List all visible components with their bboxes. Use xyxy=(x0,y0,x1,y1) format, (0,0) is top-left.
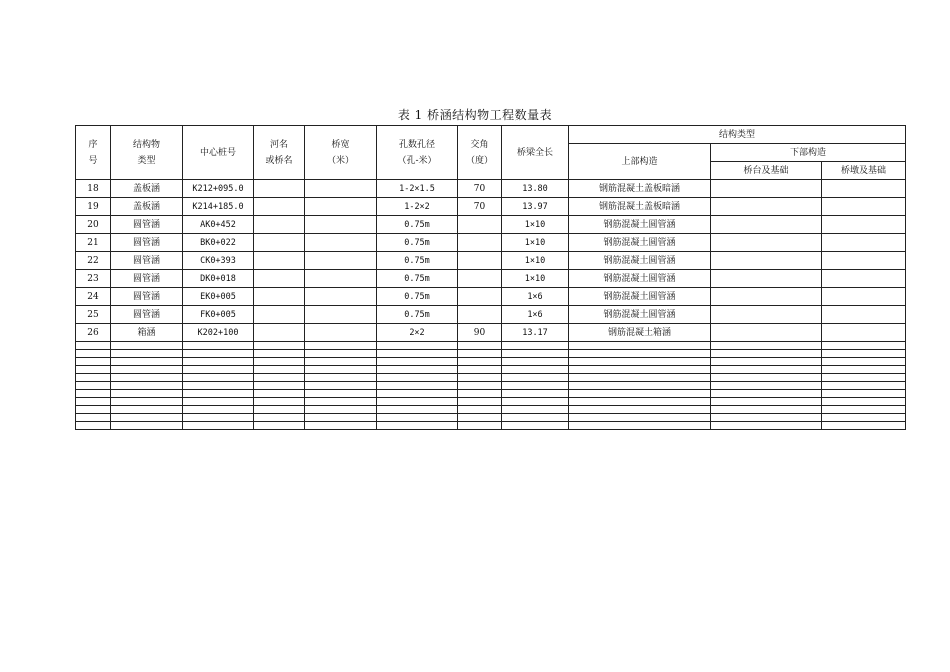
blank-cell xyxy=(569,374,711,382)
cell-length: 13.97 xyxy=(502,198,569,216)
blank-cell xyxy=(305,398,377,406)
blank-cell xyxy=(569,406,711,414)
header-pier: 桥墩及基础 xyxy=(822,162,906,180)
blank-cell xyxy=(305,358,377,366)
cell-river xyxy=(254,198,305,216)
blank-cell xyxy=(111,406,183,414)
blank-cell xyxy=(377,358,458,366)
blank-cell xyxy=(822,342,906,350)
blank-cell xyxy=(111,390,183,398)
blank-cell xyxy=(502,374,569,382)
blank-cell xyxy=(502,398,569,406)
blank-row xyxy=(76,406,906,414)
blank-cell xyxy=(377,342,458,350)
table-row xyxy=(76,180,906,198)
table-header xyxy=(76,126,906,180)
cell-seq: 22 xyxy=(76,252,111,270)
blank-cell xyxy=(711,422,822,430)
cell-abutment xyxy=(711,324,822,342)
header-station: 中心桩号 xyxy=(183,126,254,180)
blank-cell xyxy=(569,398,711,406)
blank-cell xyxy=(305,374,377,382)
blank-cell xyxy=(254,342,305,350)
blank-row xyxy=(76,398,906,406)
blank-cell xyxy=(183,406,254,414)
cell-seq: 18 xyxy=(76,180,111,198)
blank-cell xyxy=(183,422,254,430)
cell-angle: 90 xyxy=(458,324,502,342)
blank-cell xyxy=(183,398,254,406)
blank-cell xyxy=(305,342,377,350)
blank-cell xyxy=(254,414,305,422)
blank-cell xyxy=(569,342,711,350)
blank-cell xyxy=(183,358,254,366)
header-span-line2: （孔-米） xyxy=(397,155,437,166)
cell-river xyxy=(254,270,305,288)
cell-super: 钢筋混凝土盖板暗涵 xyxy=(569,198,711,216)
blank-cell xyxy=(569,414,711,422)
blank-cell xyxy=(111,350,183,358)
cell-super: 钢筋混凝土圆管涵 xyxy=(569,288,711,306)
cell-length: 13.17 xyxy=(502,324,569,342)
cell-seq: 24 xyxy=(76,288,111,306)
blank-cell xyxy=(254,374,305,382)
blank-cell xyxy=(502,366,569,374)
blank-cell xyxy=(254,422,305,430)
header-superstructure: 上部构造 xyxy=(569,144,711,180)
cell-abutment xyxy=(711,180,822,198)
table-row xyxy=(76,306,906,324)
blank-cell xyxy=(377,390,458,398)
header-seq xyxy=(76,126,111,180)
blank-cell xyxy=(711,342,822,350)
blank-cell xyxy=(254,350,305,358)
blank-cell xyxy=(183,366,254,374)
cell-type: 圆管涵 xyxy=(111,288,183,306)
blank-cell xyxy=(76,350,111,358)
cell-angle: 70 xyxy=(458,198,502,216)
table-row xyxy=(76,324,906,342)
blank-cell xyxy=(305,406,377,414)
table-row xyxy=(76,288,906,306)
blank-cell xyxy=(377,414,458,422)
cell-seq: 21 xyxy=(76,234,111,252)
cell-abutment xyxy=(711,216,822,234)
blank-cell xyxy=(822,350,906,358)
blank-cell xyxy=(305,350,377,358)
cell-pier xyxy=(822,306,906,324)
cell-abutment xyxy=(711,252,822,270)
blank-cell xyxy=(569,366,711,374)
cell-angle xyxy=(458,252,502,270)
blank-row xyxy=(76,342,906,350)
cell-station: K202+100 xyxy=(183,324,254,342)
cell-angle xyxy=(458,288,502,306)
cell-type: 圆管涵 xyxy=(111,270,183,288)
cell-station: AK0+452 xyxy=(183,216,254,234)
cell-station: CK0+393 xyxy=(183,252,254,270)
blank-cell xyxy=(569,382,711,390)
cell-span: 1-2×2 xyxy=(377,198,458,216)
cell-pier xyxy=(822,288,906,306)
cell-span: 0.75m xyxy=(377,270,458,288)
blank-row xyxy=(76,382,906,390)
blank-cell xyxy=(183,374,254,382)
blank-cell xyxy=(76,398,111,406)
blank-cell xyxy=(305,422,377,430)
blank-cell xyxy=(822,366,906,374)
blank-cell xyxy=(711,398,822,406)
blank-cell xyxy=(458,350,502,358)
cell-super: 钢筋混凝土圆管涵 xyxy=(569,306,711,324)
cell-super: 钢筋混凝土圆管涵 xyxy=(569,252,711,270)
blank-cell xyxy=(377,350,458,358)
blank-cell xyxy=(569,350,711,358)
cell-type: 圆管涵 xyxy=(111,216,183,234)
blank-cell xyxy=(458,422,502,430)
cell-length: 1×10 xyxy=(502,270,569,288)
cell-pier xyxy=(822,324,906,342)
cell-span: 0.75m xyxy=(377,252,458,270)
blank-cell xyxy=(458,366,502,374)
blank-cell xyxy=(502,390,569,398)
cell-seq: 19 xyxy=(76,198,111,216)
header-river xyxy=(254,126,305,180)
cell-angle xyxy=(458,234,502,252)
cell-super: 钢筋混凝土箱涵 xyxy=(569,324,711,342)
header-type-line2: 类型 xyxy=(137,155,156,166)
blank-cell xyxy=(822,382,906,390)
blank-cell xyxy=(458,414,502,422)
cell-abutment xyxy=(711,288,822,306)
header-width xyxy=(305,126,377,180)
blank-cell xyxy=(502,406,569,414)
cell-length: 1×10 xyxy=(502,234,569,252)
blank-cell xyxy=(711,406,822,414)
cell-type: 箱涵 xyxy=(111,324,183,342)
cell-super: 钢筋混凝土圆管涵 xyxy=(569,270,711,288)
blank-cell xyxy=(711,382,822,390)
cell-width xyxy=(305,270,377,288)
cell-angle: 70 xyxy=(458,180,502,198)
blank-cell xyxy=(305,390,377,398)
blank-cell xyxy=(458,390,502,398)
blank-cell xyxy=(711,374,822,382)
blank-cell xyxy=(76,422,111,430)
blank-cell xyxy=(76,342,111,350)
table-row xyxy=(76,198,906,216)
header-angle xyxy=(458,126,502,180)
blank-cell xyxy=(377,406,458,414)
header-length: 桥梁全长 xyxy=(502,126,569,180)
blank-cell xyxy=(822,374,906,382)
cell-station: EK0+005 xyxy=(183,288,254,306)
cell-river xyxy=(254,288,305,306)
blank-cell xyxy=(111,382,183,390)
cell-station: K214+185.0 xyxy=(183,198,254,216)
blank-cell xyxy=(711,414,822,422)
cell-river xyxy=(254,180,305,198)
blank-cell xyxy=(76,366,111,374)
blank-cell xyxy=(458,374,502,382)
cell-width xyxy=(305,180,377,198)
blank-cell xyxy=(254,406,305,414)
cell-width xyxy=(305,288,377,306)
cell-river xyxy=(254,306,305,324)
header-type-line1: 结构物 xyxy=(132,139,160,150)
blank-cell xyxy=(254,390,305,398)
blank-cell xyxy=(502,342,569,350)
blank-cell xyxy=(458,406,502,414)
cell-seq: 23 xyxy=(76,270,111,288)
blank-cell xyxy=(502,350,569,358)
header-seq-line1: 序 xyxy=(88,139,98,150)
cell-pier xyxy=(822,252,906,270)
blank-cell xyxy=(76,414,111,422)
header-type xyxy=(111,126,183,180)
header-river-line2: 或桥名 xyxy=(265,155,293,166)
cell-abutment xyxy=(711,198,822,216)
table-body xyxy=(76,180,906,430)
blank-cell xyxy=(822,358,906,366)
blank-cell xyxy=(711,350,822,358)
blank-cell xyxy=(822,422,906,430)
cell-length: 1×6 xyxy=(502,288,569,306)
cell-type: 圆管涵 xyxy=(111,252,183,270)
cell-super: 钢筋混凝土圆管涵 xyxy=(569,216,711,234)
cell-span: 2×2 xyxy=(377,324,458,342)
cell-width xyxy=(305,216,377,234)
header-angle-line1: 交角 xyxy=(470,139,489,150)
cell-span: 1-2×1.5 xyxy=(377,180,458,198)
blank-row xyxy=(76,414,906,422)
blank-cell xyxy=(76,358,111,366)
cell-width xyxy=(305,306,377,324)
cell-river xyxy=(254,216,305,234)
table-row xyxy=(76,252,906,270)
blank-cell xyxy=(254,366,305,374)
blank-cell xyxy=(254,398,305,406)
blank-cell xyxy=(711,366,822,374)
blank-cell xyxy=(377,398,458,406)
cell-station: DK0+018 xyxy=(183,270,254,288)
cell-river xyxy=(254,324,305,342)
blank-cell xyxy=(502,414,569,422)
blank-cell xyxy=(458,342,502,350)
blank-cell xyxy=(502,358,569,366)
blank-cell xyxy=(711,358,822,366)
blank-cell xyxy=(183,342,254,350)
cell-width xyxy=(305,252,377,270)
blank-cell xyxy=(458,382,502,390)
cell-pier xyxy=(822,180,906,198)
cell-angle xyxy=(458,216,502,234)
blank-cell xyxy=(569,422,711,430)
blank-cell xyxy=(76,382,111,390)
header-seq-line2: 号 xyxy=(88,155,98,166)
blank-cell xyxy=(377,374,458,382)
cell-pier xyxy=(822,216,906,234)
blank-cell xyxy=(822,406,906,414)
blank-cell xyxy=(377,422,458,430)
cell-width xyxy=(305,234,377,252)
cell-span: 0.75m xyxy=(377,234,458,252)
blank-cell xyxy=(111,414,183,422)
header-river-line1: 河名 xyxy=(269,139,288,150)
cell-seq: 26 xyxy=(76,324,111,342)
cell-length: 1×10 xyxy=(502,252,569,270)
blank-cell xyxy=(183,382,254,390)
table-row xyxy=(76,216,906,234)
blank-cell xyxy=(822,414,906,422)
blank-cell xyxy=(458,398,502,406)
cell-river xyxy=(254,234,305,252)
blank-cell xyxy=(111,366,183,374)
blank-cell xyxy=(305,366,377,374)
blank-cell xyxy=(458,358,502,366)
header-width-line2: （米） xyxy=(326,155,354,166)
cell-span: 0.75m xyxy=(377,288,458,306)
blank-cell xyxy=(305,414,377,422)
cell-station: BK0+022 xyxy=(183,234,254,252)
bridge-culvert-quantity-table xyxy=(75,125,906,430)
header-substructure: 下部构造 xyxy=(711,144,906,162)
blank-cell xyxy=(305,382,377,390)
blank-cell xyxy=(822,398,906,406)
cell-super: 钢筋混凝土圆管涵 xyxy=(569,234,711,252)
table-row xyxy=(76,270,906,288)
blank-cell xyxy=(183,390,254,398)
cell-angle xyxy=(458,306,502,324)
blank-cell xyxy=(711,390,822,398)
header-angle-line2: （度） xyxy=(465,155,493,166)
cell-abutment xyxy=(711,306,822,324)
cell-angle xyxy=(458,270,502,288)
cell-station: FK0+005 xyxy=(183,306,254,324)
blank-cell xyxy=(183,414,254,422)
header-width-line1: 桥宽 xyxy=(331,139,350,150)
blank-row xyxy=(76,366,906,374)
cell-type: 盖板涵 xyxy=(111,180,183,198)
cell-pier xyxy=(822,234,906,252)
cell-seq: 20 xyxy=(76,216,111,234)
cell-super: 钢筋混凝土盖板暗涵 xyxy=(569,180,711,198)
blank-cell xyxy=(76,406,111,414)
blank-cell xyxy=(377,366,458,374)
blank-cell xyxy=(111,358,183,366)
header-abutment: 桥台及基础 xyxy=(711,162,822,180)
blank-row xyxy=(76,350,906,358)
cell-station: K212+095.0 xyxy=(183,180,254,198)
header-span-line1: 孔数孔径 xyxy=(398,139,435,150)
cell-pier xyxy=(822,198,906,216)
cell-type: 圆管涵 xyxy=(111,234,183,252)
blank-cell xyxy=(111,342,183,350)
blank-cell xyxy=(76,390,111,398)
cell-abutment xyxy=(711,234,822,252)
table-row xyxy=(76,234,906,252)
cell-width xyxy=(305,324,377,342)
cell-span: 0.75m xyxy=(377,216,458,234)
cell-type: 盖板涵 xyxy=(111,198,183,216)
blank-cell xyxy=(111,398,183,406)
blank-cell xyxy=(254,382,305,390)
cell-pier xyxy=(822,270,906,288)
cell-length: 13.80 xyxy=(502,180,569,198)
blank-cell xyxy=(569,390,711,398)
cell-abutment xyxy=(711,270,822,288)
blank-cell xyxy=(111,374,183,382)
cell-width xyxy=(305,198,377,216)
blank-cell xyxy=(183,350,254,358)
blank-row xyxy=(76,390,906,398)
cell-length: 1×10 xyxy=(502,216,569,234)
blank-cell xyxy=(377,382,458,390)
cell-river xyxy=(254,252,305,270)
blank-cell xyxy=(111,422,183,430)
blank-cell xyxy=(502,422,569,430)
blank-row xyxy=(76,374,906,382)
blank-cell xyxy=(254,358,305,366)
header-span xyxy=(377,126,458,180)
header-structure-type: 结构类型 xyxy=(569,126,906,144)
table-title: 表 1 桥涵结构物工程数量表 xyxy=(397,108,553,122)
blank-row xyxy=(76,422,906,430)
blank-cell xyxy=(76,374,111,382)
blank-cell xyxy=(502,382,569,390)
cell-length: 1×6 xyxy=(502,306,569,324)
blank-cell xyxy=(822,390,906,398)
cell-seq: 25 xyxy=(76,306,111,324)
blank-cell xyxy=(569,358,711,366)
cell-type: 圆管涵 xyxy=(111,306,183,324)
blank-row xyxy=(76,358,906,366)
cell-span: 0.75m xyxy=(377,306,458,324)
